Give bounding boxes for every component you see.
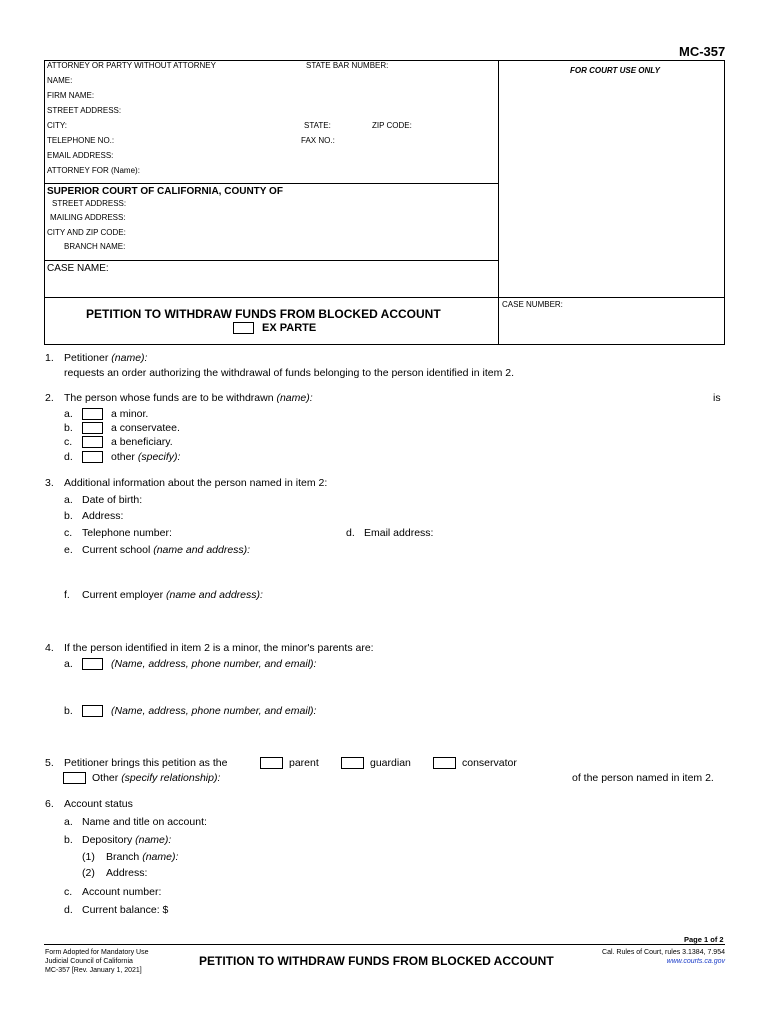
item3-e-text bbox=[82, 544, 250, 556]
item5-guardian-checkbox[interactable] bbox=[341, 757, 364, 769]
court-street-label: STREET ADDRESS: bbox=[52, 199, 127, 208]
item2-a-checkbox[interactable] bbox=[82, 408, 103, 420]
court-branch-label: BRANCH NAME: bbox=[64, 242, 126, 251]
item4-b-letter: b. bbox=[64, 705, 73, 717]
item1-text: requests an order authorizing the withdrawal of funds belonging to the person identified in item 2. bbox=[64, 367, 515, 379]
footer-rule bbox=[44, 944, 725, 945]
court-mailing-label: MAILING ADDRESS: bbox=[50, 213, 126, 222]
item3-label: Additional information about the person named in item 2: bbox=[64, 477, 328, 489]
telephone-label: TELEPHONE NO.: bbox=[47, 136, 115, 145]
item4-b-checkbox[interactable] bbox=[82, 705, 103, 717]
item2-number: 2. bbox=[45, 392, 54, 404]
item3-e-text-italic: (name and address): bbox=[153, 544, 251, 556]
item5-conservator-label: conservator bbox=[462, 757, 517, 769]
item5-other-italic: (specify relationship): bbox=[121, 772, 221, 784]
item5-guardian-label: guardian bbox=[370, 757, 411, 769]
item6-number: 6. bbox=[45, 798, 54, 810]
item6-b1-number: (1) bbox=[82, 851, 95, 863]
item2-c-letter: c. bbox=[64, 436, 73, 448]
footer-adopted-line3: MC-357 [Rev. January 1, 2021] bbox=[45, 967, 142, 974]
item4-label: If the person identified in item 2 is a minor, the minor's parents are: bbox=[64, 642, 374, 654]
court-city-zip-label: CITY AND ZIP CODE: bbox=[47, 228, 126, 237]
item2-b-text: a conservatee. bbox=[111, 422, 180, 434]
footer-adopted-line2: Judicial Council of California bbox=[45, 958, 133, 965]
item4-a-text: (Name, address, phone number, and email): bbox=[111, 658, 317, 670]
item5-other-checkbox[interactable] bbox=[63, 772, 86, 784]
item2-d-text-italic: (specify): bbox=[137, 451, 181, 463]
item1-label-italic: (name): bbox=[111, 352, 148, 364]
footer-rules-text: Cal. Rules of Court, rules 3.1384, 7.954 bbox=[602, 949, 725, 956]
item3-f-letter: f. bbox=[64, 589, 70, 601]
item4-a-checkbox[interactable] bbox=[82, 658, 103, 670]
city-label: CITY: bbox=[47, 121, 68, 130]
item6-b-text bbox=[82, 834, 171, 846]
item4-a-letter: a. bbox=[64, 658, 73, 670]
item6-b2-text: Address: bbox=[106, 867, 148, 879]
caption-divider-court bbox=[44, 183, 499, 184]
item5-parent-checkbox[interactable] bbox=[260, 757, 283, 769]
item3-a-letter: a. bbox=[64, 494, 73, 506]
footer-adopted bbox=[45, 948, 149, 975]
item2-a-text: a minor. bbox=[111, 408, 149, 420]
item1-label-text: Petitioner bbox=[64, 352, 109, 364]
item6-c-text: Account number: bbox=[82, 886, 162, 898]
item2-c-text: a beneficiary. bbox=[111, 436, 173, 448]
item2-label bbox=[64, 392, 313, 404]
item3-f-text-italic: (name and address): bbox=[166, 589, 263, 601]
zip-code-label: ZIP CODE: bbox=[372, 121, 412, 130]
footer-rules bbox=[602, 948, 725, 966]
item2-c-checkbox[interactable] bbox=[82, 436, 103, 448]
item2-label-italic: (name): bbox=[276, 392, 313, 404]
item6-c-letter: c. bbox=[64, 886, 73, 898]
item6-d-letter: d. bbox=[64, 904, 73, 916]
item4-b-text: (Name, address, phone number, and email): bbox=[111, 705, 317, 717]
attorney-label: ATTORNEY OR PARTY WITHOUT ATTORNEY bbox=[47, 61, 216, 70]
item3-b-text: Address: bbox=[82, 510, 124, 522]
item6-a-text: Name and title on account: bbox=[82, 816, 207, 828]
item1-label bbox=[64, 352, 147, 364]
item5-conservator-checkbox[interactable] bbox=[433, 757, 456, 769]
item3-c-letter: c. bbox=[64, 527, 73, 539]
ex-parte-label: EX PARTE bbox=[262, 322, 317, 334]
item6-label: Account status bbox=[64, 798, 133, 810]
street-address-label: STREET ADDRESS: bbox=[47, 106, 122, 115]
courts-website-link[interactable]: www.courts.ca.gov bbox=[666, 958, 725, 965]
attorney-for-text: ATTORNEY FOR bbox=[47, 166, 109, 175]
item2-a-letter: a. bbox=[64, 408, 73, 420]
item3-f-text-main: Current employer bbox=[82, 589, 164, 601]
item3-d-letter: d. bbox=[346, 527, 355, 539]
page-number: Page 1 of 2 bbox=[684, 935, 724, 944]
item2-b-letter: b. bbox=[64, 422, 73, 434]
case-number-label: CASE NUMBER: bbox=[502, 300, 563, 309]
caption-divider-casename bbox=[44, 260, 499, 261]
item5-parent-label: parent bbox=[289, 757, 319, 769]
item2-is: is bbox=[713, 392, 721, 404]
item6-b-text-main: Depository bbox=[82, 834, 133, 846]
item3-d-text: Email address: bbox=[364, 527, 434, 539]
name-label: NAME: bbox=[47, 76, 73, 85]
item3-f-text bbox=[82, 589, 263, 601]
attorney-for-name-text: (Name): bbox=[111, 166, 140, 175]
item5-number: 5. bbox=[45, 757, 54, 769]
item6-b1-text bbox=[106, 851, 178, 863]
item6-b1-text-italic: (name): bbox=[142, 851, 179, 863]
caption-box bbox=[44, 60, 725, 345]
petition-title: PETITION TO WITHDRAW FUNDS FROM BLOCKED ACCOUNT bbox=[86, 307, 441, 321]
form-number: MC-357 bbox=[679, 44, 726, 59]
ex-parte-checkbox[interactable] bbox=[233, 322, 254, 334]
item1-number: 1. bbox=[45, 352, 54, 364]
email-label: EMAIL ADDRESS: bbox=[47, 151, 114, 160]
caption-divider-title bbox=[44, 297, 725, 298]
item2-d-text bbox=[111, 451, 180, 463]
item6-b-letter: b. bbox=[64, 834, 73, 846]
item5-other-label bbox=[92, 772, 220, 784]
item3-c-text: Telephone number: bbox=[82, 527, 172, 539]
item5-other-text: Other bbox=[92, 772, 119, 784]
case-name-label: CASE NAME: bbox=[47, 263, 109, 274]
item5-tail: of the person named in item 2. bbox=[572, 772, 714, 784]
item2-d-letter: d. bbox=[64, 451, 73, 463]
item3-e-text-main: Current school bbox=[82, 544, 151, 556]
footer-title: PETITION TO WITHDRAW FUNDS FROM BLOCKED ACCOUNT bbox=[199, 954, 554, 968]
item6-b-text-italic: (name): bbox=[135, 834, 172, 846]
item4-number: 4. bbox=[45, 642, 54, 654]
state-label: STATE: bbox=[304, 121, 331, 130]
state-bar-label: STATE BAR NUMBER: bbox=[306, 61, 389, 70]
item5-label: Petitioner brings this petition as the bbox=[64, 757, 228, 769]
court-use-label: FOR COURT USE ONLY bbox=[570, 66, 660, 75]
court-title: SUPERIOR COURT OF CALIFORNIA, COUNTY OF bbox=[47, 186, 283, 197]
item6-b1-text-main: Branch bbox=[106, 851, 140, 863]
item3-e-letter: e. bbox=[64, 544, 73, 556]
item2-d-checkbox[interactable] bbox=[82, 451, 103, 463]
item6-a-letter: a. bbox=[64, 816, 73, 828]
footer-adopted-line1: Form Adopted for Mandatory Use bbox=[45, 949, 149, 956]
item2-d-text-main: other bbox=[111, 451, 135, 463]
item2-label-text: The person whose funds are to be withdrawn bbox=[64, 392, 274, 404]
item6-b2-number: (2) bbox=[82, 867, 95, 879]
item3-number: 3. bbox=[45, 477, 54, 489]
item3-a-text: Date of birth: bbox=[82, 494, 143, 506]
attorney-for-label bbox=[47, 166, 140, 175]
item3-b-letter: b. bbox=[64, 510, 73, 522]
fax-label: FAX NO.: bbox=[301, 136, 335, 145]
firm-name-label: FIRM NAME: bbox=[47, 91, 95, 100]
item2-b-checkbox[interactable] bbox=[82, 422, 103, 434]
item6-d-text: Current balance: $ bbox=[82, 904, 169, 916]
caption-vertical-divider bbox=[498, 60, 499, 345]
